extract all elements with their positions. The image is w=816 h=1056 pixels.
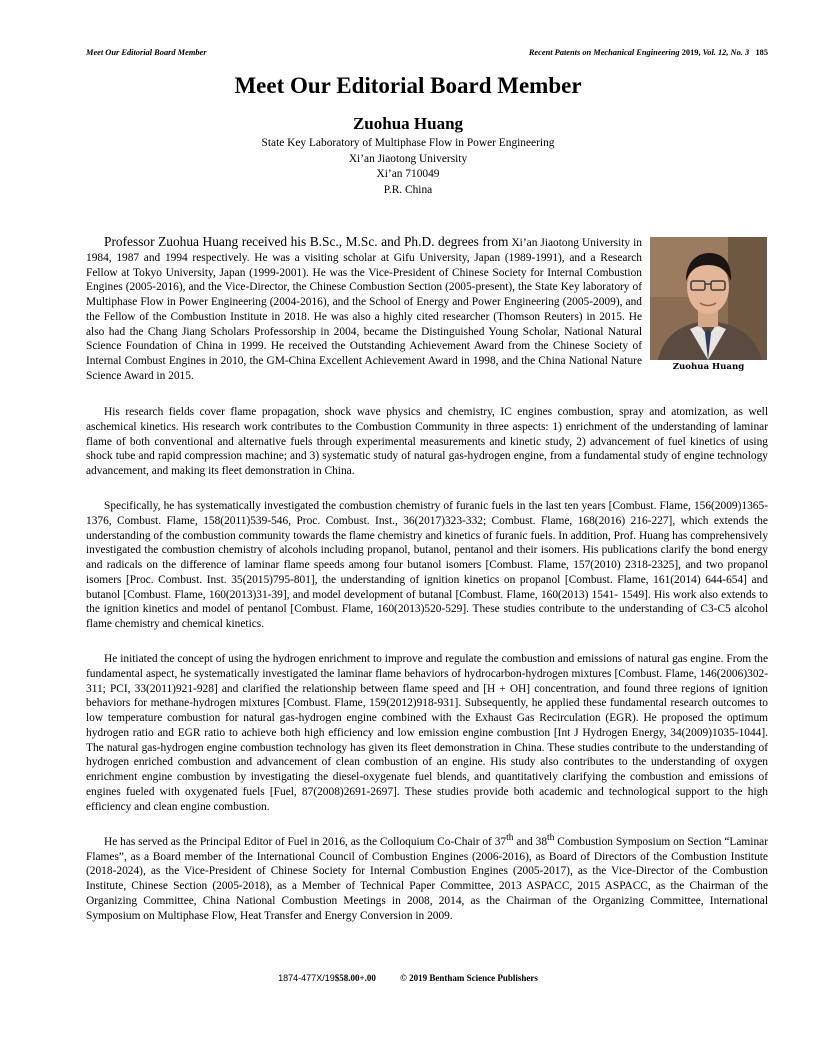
footer-price: $58.00+.00 [334, 973, 376, 983]
bio-paragraph-1-rest: Xi’an Jiaotong University in 1984, 1987 and 1994 respectively. He was a visiting scholar at Gifu University, Japan (1989-1991), and a Research Fellow at Tokyo University, Japan (1999-2001). He was the Vice-President of Chinese Society for Internal Combustion Engines (2005-2016), and the Vice-Director, the Chinese Combustion Section (2005-present), the State Key laboratory of Multiphase Flow in Power Engineering (2004-2016), and the School of Energy and Power Engineering (2005-2009), and the Fellow of the Combustion Institute in 2018. He was also a highly cited researcher (Thomson Reuters) in 2015. He also had the Chang Jiang Scholars Professorship in 2004, became the Distinguished Young Scholar, National Natural Science Foundation of China in 1999. He received the Outstanding Achievement Award from the Chinese Society of Internal Combust Engines in 2010, the GM-China Excellent Achievement Award in 1998, and the China National Nature Science Award in 2015. [86, 237, 642, 382]
header-journal-citation [529, 48, 768, 57]
service-paragraph [86, 831, 768, 923]
header-journal-name: Recent Patents on Mechanical Engineering [528, 48, 680, 57]
header-year: 2019, [681, 48, 701, 57]
affiliation-city: Xi’an 710049 [376, 168, 440, 181]
service-text-b: and 38 [513, 835, 548, 848]
header-volume: Vol. 12, No. 3 [702, 48, 750, 57]
member-name: Zuohua Huang [352, 114, 464, 133]
superscript-th-1: th [506, 833, 514, 843]
footer-copyright: © 2019 Bentham Science Publishers [400, 973, 538, 983]
superscript-th-2: th [547, 833, 555, 843]
affiliation-block [0, 136, 816, 198]
bio-paragraph-1-lead: Professor Zuohua Huang received his B.Sc., M.Sc. and Ph.D. degrees from [104, 234, 509, 249]
header-section-title: Meet Our Editorial Board Member [86, 48, 207, 57]
affiliation-lab: State Key Laboratory of Multiphase Flow in Power Engineering [261, 137, 555, 149]
page-footer [0, 973, 816, 983]
member-photo [650, 237, 767, 360]
hydrogen-enrichment-paragraph: He initiated the concept of using the hydrogen enrichment to improve and regulate the combustion and emissions of natural gas engine. From the fundamental aspect, he systematically investigated the laminar flame behaviors of hydrocarbon-hydrogen mixtures [Combust. Flame, 146(2006)302-311; PCI, 33(2011)921-928] and clarified the relationship between flame speed and [H + OH] concentration, and found three regions of ignition behaviors for methane-hydrogen mixtures [Combust. Flame, 159(2012)918-931]. Subsequently, he applied these fundamental research outcomes to low temperature combustion for natural gas-hydrogen engine combined with the Exhaust Gas Recirculation (EGR). He proposed the optimum hydrogen ratio and EGR ratio to achieve both high efficiency and low emission engine combustion [Int J Hydrogen Energy, 34(2009)1035-1044]. The natural gas-hydrogen engine combustion technology has given its fleet demonstration in China. These studies contribute to the understanding of hydrogen enriched combustion and advancement of clean combustion of an engine. His study also contributes to the understanding of oxygen enrichment engine combustion by investigating the diesel-oxygenate fuel blends, and quantitatively clarifying the combustion and emissions of engines fueled with oxygenated fuels [Fuel, 87(2008)2691-2697]. These studies provide both academic and technological support to the high efficiency and clean engine combustion. [86, 653, 768, 813]
page-title: Meet Our Editorial Board Member [234, 73, 582, 98]
header-page-number: 185 [755, 48, 768, 57]
member-photo-figure [650, 237, 767, 372]
photo-caption: Zuohua Huang [672, 362, 745, 372]
research-fields-paragraph: His research fields cover flame propagation, shock wave physics and chemistry, IC engines combustion, spray and atomization, as well aschemical kinetics. His research work contributes to the Combustion Community in three aspects: 1) enrichment of the understanding of laminar flame of both conventional and alternative fuels through experimental measurements and kinetic study, 2) advancement of fuel kinetics of using shock tube and rapid compression machine; and 3) systematic study of natural gas-hydrogen engine, from a fundamental study of engine technology advancement, and making its fleet demonstration in China. [86, 406, 768, 477]
affiliation-country: P.R. China [383, 183, 433, 196]
bio-paragraph-1 [86, 235, 642, 384]
footer-issn: 1874-477X/19 [278, 973, 335, 983]
service-text-a: He has served as the Principal Editor of Fuel in 2016, as the Colloquium Co-Chair of 37 [104, 835, 507, 848]
furanic-alcohol-paragraph: Specifically, he has systematically investigated the combustion chemistry of furanic fuels in the last ten years [Combust. Flame, 156(2009)1365-1376, Combust. Flame, 158(2011)539-546, Proc. Combust. Inst., 36(2017)323-332; Combust. Flame, 168(2016) 216-227], which extends the understanding of the combustion community towards the flame chemistry and kinetics of furanic fuels. In addition, Prof. Huang has comprehensively investigated the combustion chemistry of alcohols including propanol, butanol, pentanol and their isomers. His publications clarify the bond energy and radicals on the difference of laminar flame speeds among four butanol isomers [Combust. Flame, 157(2010) 2318-2325], and two propanol isomers [Proc. Combust. Inst. 35(2015)795-801], the understanding of ignition kinetics on propanol [Combust. Flame, 161(2014) 644-654] and butanol [Combust. Flame, 160(2013)31-39], and model development of butanal [Combust. Flame, 160(2013) 1541- 1549]. His work also extends to the ignition kinetics and model of pentanol [Combust. Flame, 160(2013)520-529]. These studies contribute to the understanding of C3-C5 alcohol flame chemistry and chemical kinetics. [86, 500, 769, 630]
service-text-c: Combustion Symposium on Section “Laminar Flames”, as a Board member of the International Council of Combustion Engines (2006-2016), as Board of Directors of the Combustion Institute (2018-2024), as the Vice-President of Chinese Society for Internal Combustion Engines (2005-2017), as the Vice-Director of the Combustion Institute, Chinese Section (2005-2018), as a Member of Technical Paper Committee, 2013 ASPACC, 2015 ASPACC, as the Chairman of the Organizing Committee, China National Combustion Meetings in 2008, 2014, as the Chairman of the Organizing Committee, International Symposium on Multiphase Flow, Heat Transfer and Energy Conversion in 2009. [86, 835, 768, 922]
affiliation-university: Xi’an Jiaotong University [348, 152, 468, 165]
